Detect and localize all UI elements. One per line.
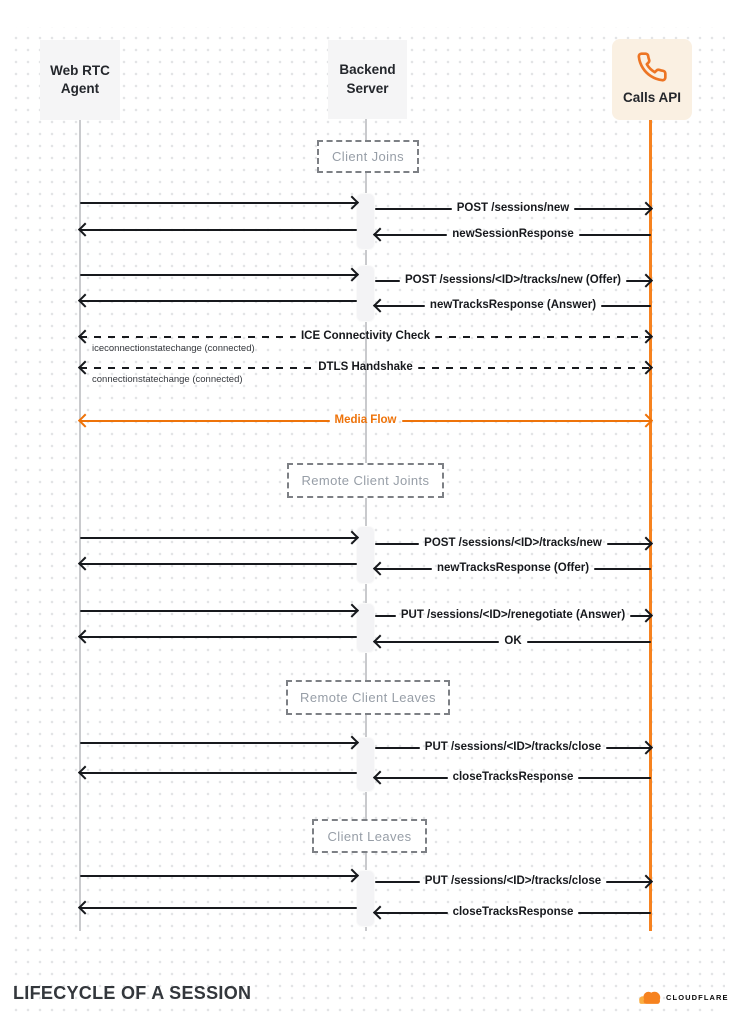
message-label: newTracksResponse (Offer): [436, 562, 590, 575]
arrow-post-sessions-new: [375, 201, 651, 217]
activation-bar: [357, 266, 374, 321]
activation-bar: [357, 604, 374, 652]
webrtc-lifeline: [79, 119, 81, 931]
arrow-webrtc-to-backend: [80, 735, 357, 751]
cloudflare-logo: [637, 989, 729, 1005]
message-label: closeTracksResponse: [452, 906, 574, 919]
message-label: PUT /sessions/<ID>/tracks/close: [424, 741, 602, 754]
phase-remote-client-leaves: [286, 680, 450, 715]
message-label: newTracksResponse (Answer): [429, 299, 597, 312]
message-label: POST /sessions/<ID>/tracks/new: [424, 537, 602, 550]
actor-backend-server: [328, 40, 407, 119]
arrow-close-tracks-response: [375, 770, 651, 786]
arrow-backend-to-webrtc: [80, 900, 357, 916]
actor-webrtc-agent: [40, 40, 120, 120]
actor-backend-label: Backend Server: [339, 62, 396, 96]
ice-state-annotation: iceconnectionstatechange (connected): [92, 343, 255, 354]
activation-bar: [357, 871, 374, 926]
message-label: PUT /sessions/<ID>/tracks/close: [424, 875, 602, 888]
arrow-new-session-response: [375, 227, 651, 243]
message-label: OK: [504, 635, 522, 648]
arrow-close-tracks-response: [375, 905, 651, 921]
message-label: ICE Connectivity Check: [300, 330, 431, 343]
arrow-put-tracks-close: [375, 874, 651, 890]
message-label: Media Flow: [334, 414, 397, 427]
arrow-backend-to-webrtc: [80, 765, 357, 781]
connection-state-annotation: connectionstatechange (connected): [92, 374, 243, 385]
arrow-backend-to-webrtc: [80, 556, 357, 572]
cloudflare-wordmark: CLOUDFLARE: [666, 992, 729, 1002]
arrow-put-renegotiate-answer: [375, 608, 651, 624]
cloudflare-cloud-icon: [637, 989, 663, 1005]
arrow-new-tracks-response-answer: [375, 298, 651, 314]
arrow-ok: [375, 634, 651, 650]
arrow-backend-to-webrtc: [80, 293, 357, 309]
phase-label: Client Joins: [332, 149, 404, 164]
arrow-webrtc-to-backend: [80, 530, 357, 546]
actor-webrtc-label: Web RTC Agent: [50, 62, 110, 96]
arrow-post-tracks-new: [375, 536, 651, 552]
activation-bar: [357, 738, 374, 791]
arrow-media-flow: [80, 413, 651, 429]
arrow-new-tracks-response-offer: [375, 561, 651, 577]
phase-client-leaves: [312, 819, 427, 853]
actor-calls-api: [612, 39, 692, 120]
phone-icon: [636, 51, 668, 83]
activation-bar: [357, 194, 374, 249]
arrow-webrtc-to-backend: [80, 195, 357, 211]
arrow-put-tracks-close: [375, 740, 651, 756]
arrow-post-tracks-new-offer: [375, 273, 651, 289]
message-label: POST /sessions/new: [456, 202, 570, 215]
message-label: POST /sessions/<ID>/tracks/new (Offer): [404, 274, 622, 287]
message-label: DTLS Handshake: [318, 361, 413, 374]
message-label: newSessionResponse: [452, 228, 574, 241]
diagram-title: LIFECYCLE OF A SESSION: [13, 983, 252, 1003]
arrow-webrtc-to-backend: [80, 868, 357, 884]
phase-label: Client Leaves: [327, 828, 412, 844]
phase-label: Remote Client Joints: [301, 473, 430, 488]
activation-bar: [357, 527, 374, 583]
phase-client-joins: [317, 140, 419, 173]
arrow-webrtc-to-backend: [80, 267, 357, 283]
actor-calls-label: Calls API: [622, 90, 682, 106]
arrow-webrtc-to-backend: [80, 603, 357, 619]
phase-remote-client-joins: [287, 463, 444, 498]
arrow-backend-to-webrtc: [80, 629, 357, 645]
arrow-backend-to-webrtc: [80, 222, 357, 238]
message-label: closeTracksResponse: [452, 771, 574, 784]
message-label: PUT /sessions/<ID>/renegotiate (Answer): [400, 609, 626, 622]
phase-label: Remote Client Leaves: [300, 690, 436, 705]
